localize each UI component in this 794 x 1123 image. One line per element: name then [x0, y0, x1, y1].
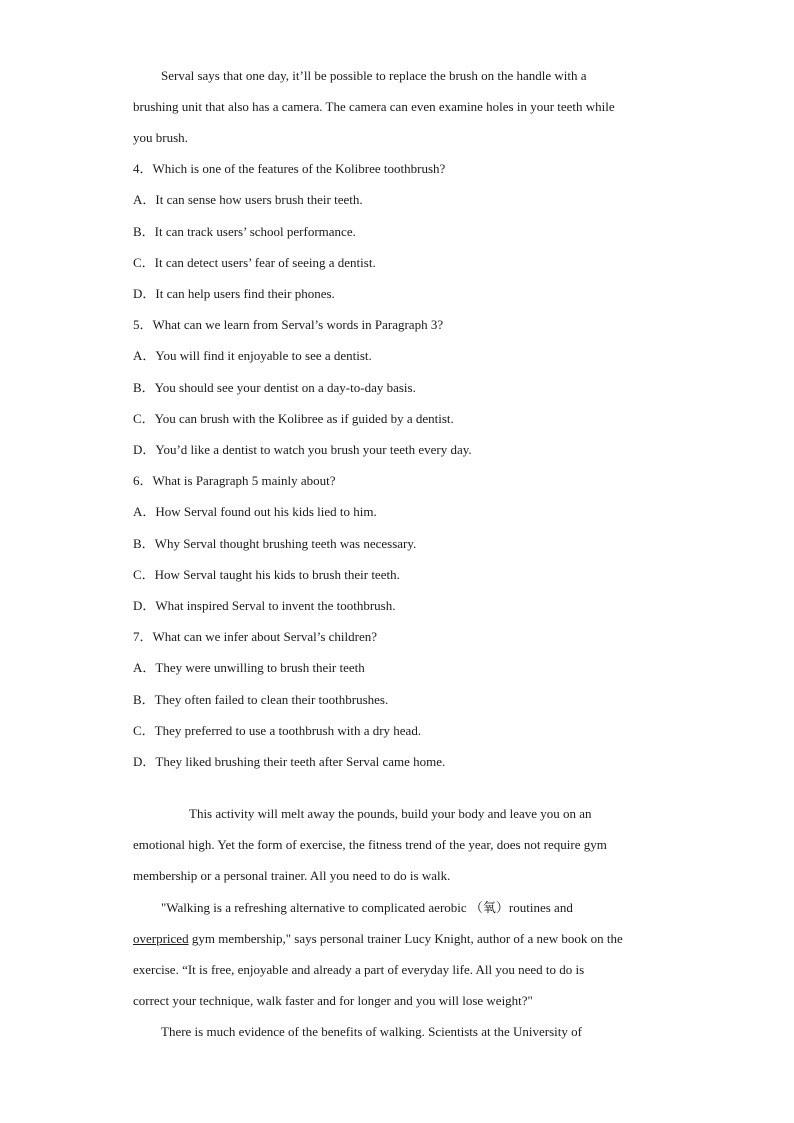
passage-line: correct your technique, walk faster and for longer and you will lose weight?"	[133, 993, 533, 1008]
answer-option: C．It can detect users’ fear of seeing a dentist.	[133, 255, 376, 270]
underlined-word: overpriced	[133, 931, 189, 946]
answer-option: D．What inspired Serval to invent the toothbrush.	[133, 598, 396, 613]
answer-option: C．How Serval taught his kids to brush their teeth.	[133, 567, 400, 582]
passage-line: Serval says that one day, it’ll be possible to replace the brush on the handle with a	[161, 68, 587, 83]
answer-option: A．How Serval found out his kids lied to him.	[133, 504, 377, 519]
answer-option: D．You’d like a dentist to watch you brush your teeth every day.	[133, 442, 472, 457]
passage-line: exercise. “It is free, enjoyable and already a part of everyday life. All you need to do is	[133, 962, 585, 977]
answer-option: B．Why Serval thought brushing teeth was necessary.	[133, 536, 417, 551]
answer-option: A．They were unwilling to brush their teeth	[133, 660, 365, 675]
answer-option: D．They liked brushing their teeth after Serval came home.	[133, 754, 446, 769]
question-stem: 6．What is Paragraph 5 mainly about?	[133, 473, 336, 488]
question-stem: 5．What can we learn from Serval’s words in Paragraph 3?	[133, 317, 444, 332]
passage-text: gym membership," says personal trainer Lucy Knight, author of a new book on the	[188, 931, 623, 946]
answer-option: D．It can help users find their phones.	[133, 286, 335, 301]
answer-option: C．They preferred to use a toothbrush with a dry head.	[133, 723, 422, 738]
passage-line: you brush.	[133, 130, 188, 145]
answer-option: A．It can sense how users brush their teeth.	[133, 192, 363, 207]
passage-line: "Walking is a refreshing alternative to complicated aerobic （氧）routines and	[161, 900, 573, 915]
answer-option: B．You should see your dentist on a day-to-day basis.	[133, 380, 416, 395]
passage-line: This activity will melt away the pounds, build your body and leave you on an	[189, 806, 592, 821]
passage-line: brushing unit that also has a camera. The camera can even examine holes in your teeth while	[133, 99, 615, 114]
passage-line: membership or a personal trainer. All you need to do is walk.	[133, 868, 451, 883]
passage-line: There is much evidence of the benefits of walking. Scientists at the University of	[161, 1024, 582, 1039]
passage-line	[133, 931, 623, 947]
answer-option: C．You can brush with the Kolibree as if guided by a dentist.	[133, 411, 454, 426]
answer-option: B．It can track users’ school performance.	[133, 224, 356, 239]
passage-line: emotional high. Yet the form of exercise, the fitness trend of the year, does not require gym	[133, 837, 607, 852]
answer-option: A．You will find it enjoyable to see a dentist.	[133, 348, 372, 363]
question-stem: 4．Which is one of the features of the Kolibree toothbrush?	[133, 161, 446, 176]
question-stem: 7．What can we infer about Serval’s children?	[133, 629, 378, 644]
answer-option: B．They often failed to clean their toothbrushes.	[133, 692, 389, 707]
